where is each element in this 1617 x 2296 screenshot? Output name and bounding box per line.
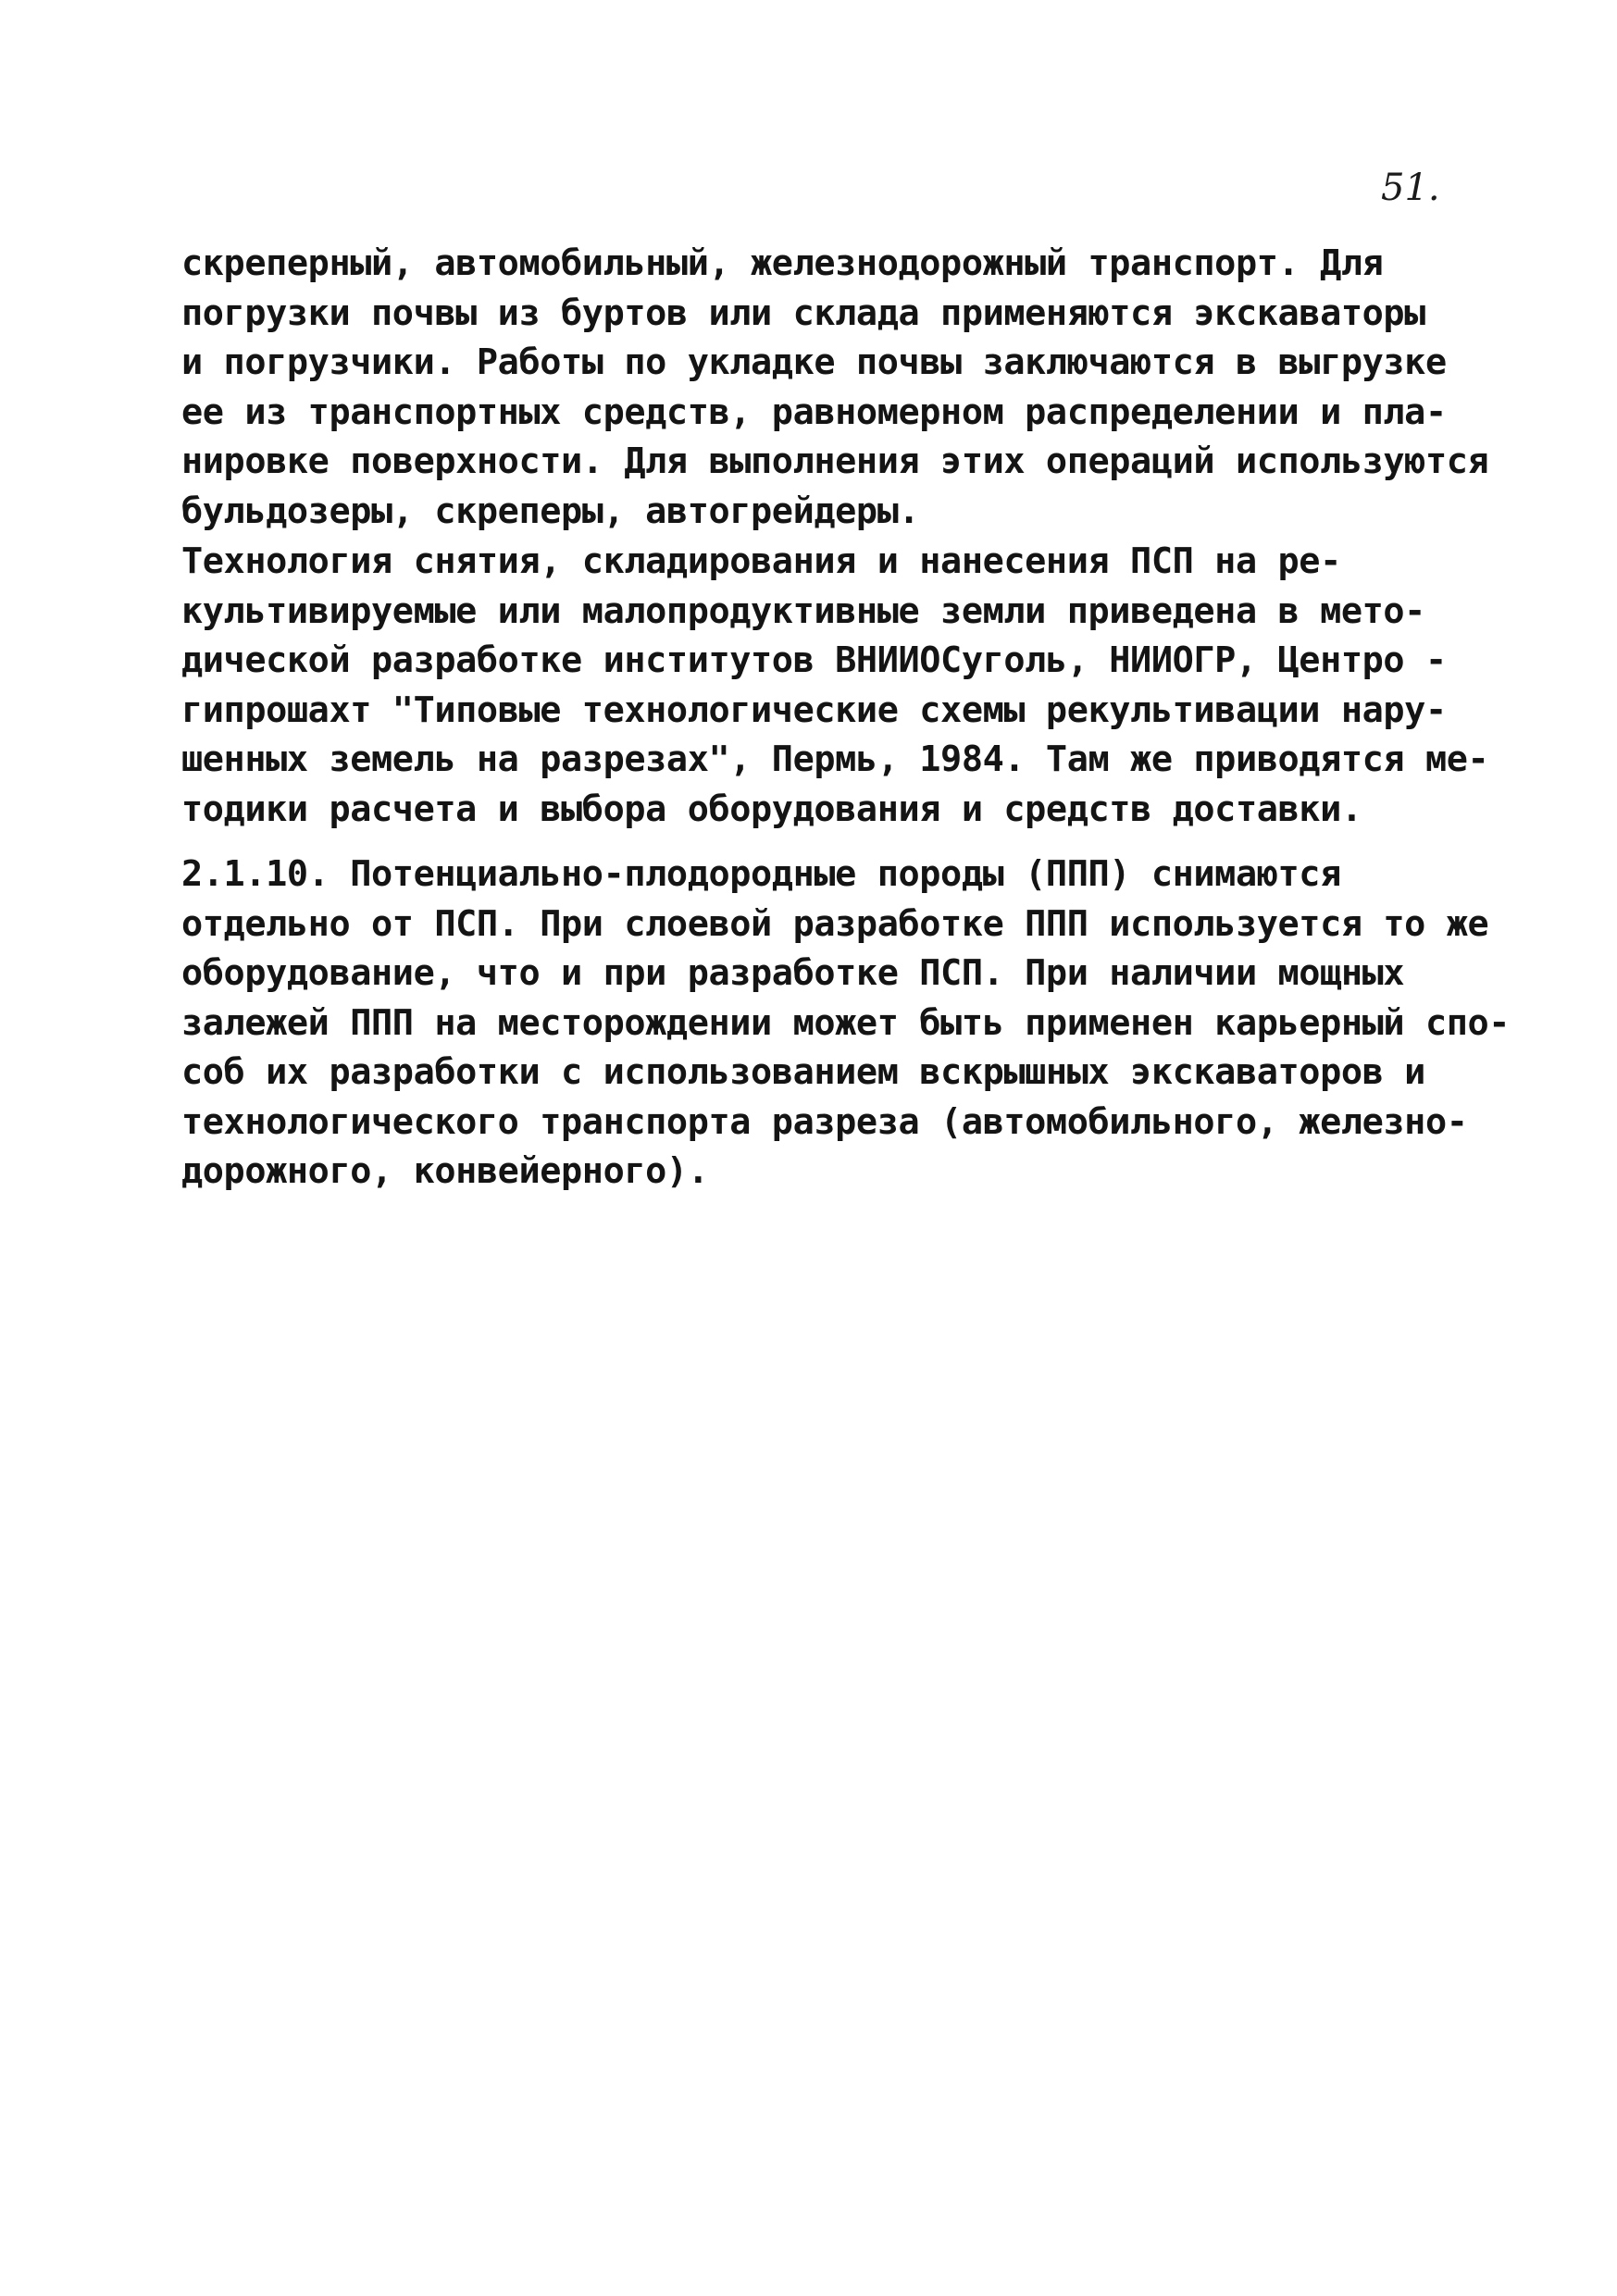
paragraph-section-2-1-10 [181,850,1511,1197]
text-line: отдельно от ПСП. При слоевой разработке ППП используется то же [181,902,1489,945]
text-line: соб их разработки с использованием вскрышных экскаваторов и [181,1051,1425,1093]
text-line: скреперный, автомобильный, железнодорожный транспорт. Для [181,242,1384,284]
text-line: бульдозеры, скреперы, автогрейдеры. [181,490,920,532]
page-number: 51. [1381,167,1440,209]
text-line: оборудование, что и при разработке ПСП. При наличии мощных [181,952,1405,994]
text-line: дической разработке институтов ВНИИОСуголь, НИИОГР, Центро - [181,639,1447,681]
text-line: ее из транспортных средств, равномерном распределении и пла- [181,391,1447,433]
text-line: шенных земель на разрезах", Пермь, 1984. Там же приводятся ме- [181,738,1489,780]
text-line: и погрузчики. Работы по укладке почвы заключаются в выгрузке [181,341,1447,383]
text-line: нировке поверхности. Для выполнения этих операций используются [181,441,1489,482]
paragraph-transport [181,239,1489,536]
text-line: залежей ППП на месторождении может быть применен карьерный спо- [181,1001,1511,1044]
text-line: 2.1.10. Потенциально-плодородные породы (ППП) снимаются [181,853,1341,895]
text-line: культивируемые или малопродуктивные земли приведена в мето- [181,590,1425,632]
text-line: Технология снятия, складирования и нанесения ПСП на ре- [181,540,1341,582]
text-line: гипрошахт "Типовые технологические схемы рекультивации нару- [181,689,1447,731]
text-line: дорожного, конвейерного). [181,1150,709,1192]
text-line: технологического транспорта разреза (автомобильного, железно- [181,1100,1468,1143]
paragraph-technology [181,537,1489,834]
text-line: погрузки почвы из буртов или склада применяются экскаваторы [181,292,1425,334]
text-line: тодики расчета и выбора оборудования и средств доставки. [181,788,1362,830]
